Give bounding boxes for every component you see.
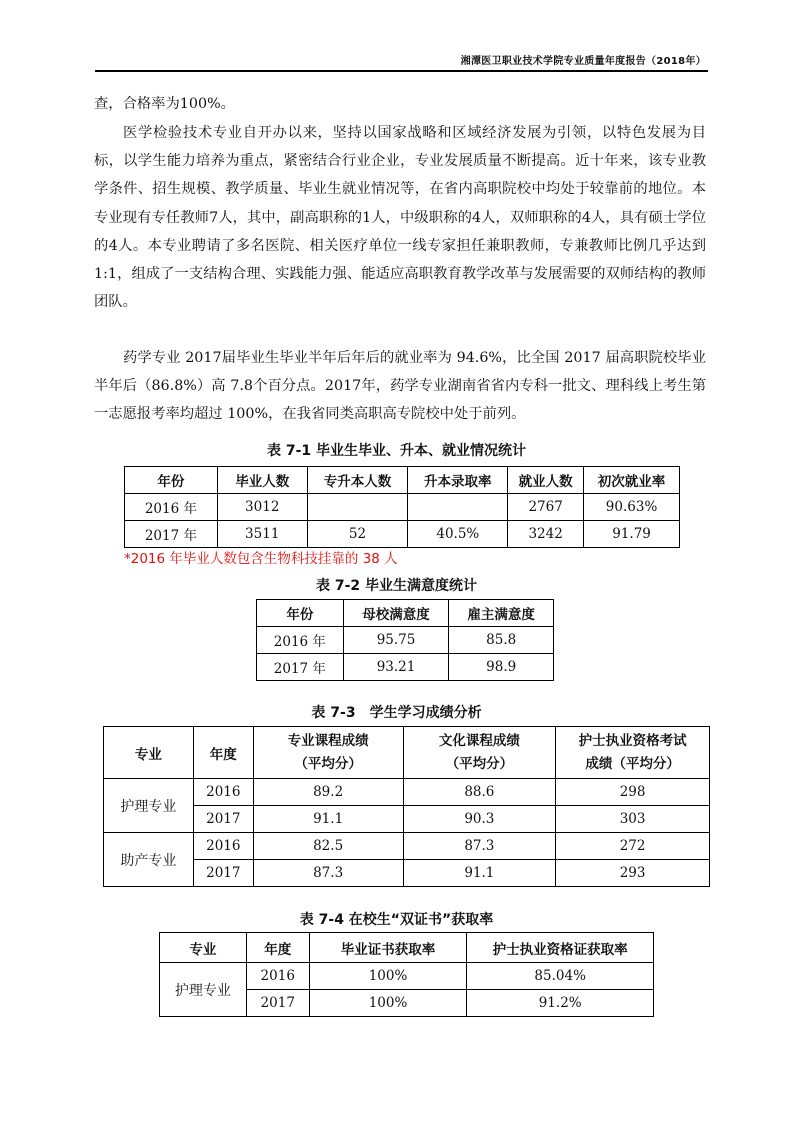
cell-nurse-cert-rate: 85.04%	[467, 963, 654, 990]
header-employment-rate: 初次就业率	[584, 467, 680, 494]
header-culture-score	[403, 727, 556, 779]
header-course-score-line2: （平均分）	[294, 755, 362, 772]
header-culture-score-line2: （平均分）	[445, 755, 514, 772]
cell-school-satisfaction: 95.75	[343, 627, 449, 654]
header-nurse-exam-score	[556, 727, 710, 779]
academic-scores-table	[103, 726, 710, 887]
cell-school-satisfaction: 93.21	[343, 654, 449, 681]
header-year: 年份	[125, 467, 218, 494]
header-upgrade-rate: 升本录取率	[408, 467, 508, 494]
cell-employer-satisfaction: 98.9	[449, 654, 554, 681]
cell-culture-score: 91.1	[403, 860, 556, 887]
header-nurse-cert-rate: 护士执业资格证获取率	[467, 933, 654, 963]
cell-graduates: 3511	[217, 521, 307, 548]
table-row	[257, 654, 554, 681]
paragraph-pharmacy: 药学专业 2017届毕业生毕业半年后年后的就业率为 94.6%，比全国 2017 届高职院校毕业半年后（86.8%）高 7.8个百分点。2017年，药学专业湖南省省内专科一批文、理科线上考生第一志愿报考率均超过 100%，在我省同类高职高专院校中处于前列。	[94, 350, 706, 423]
cell-course-score: 91.1	[253, 806, 403, 833]
header-diploma-rate: 毕业证书获取率	[309, 933, 467, 963]
cell-exam-score: 303	[556, 806, 710, 833]
cell-year: 2017	[246, 990, 309, 1017]
header-culture-score-line1: 文化课程成绩	[438, 732, 520, 749]
graduate-employment-table	[124, 466, 680, 548]
table-row	[125, 521, 680, 548]
cell-culture-score: 90.3	[403, 806, 556, 833]
cell-year: 2017	[193, 806, 253, 833]
cell-exam-score: 272	[556, 833, 710, 860]
table2-caption: 表 7-2 毕业生满意度统计	[315, 578, 478, 594]
cell-employment-rate: 90.63%	[584, 494, 680, 521]
header-nurse-exam-line1: 护士执业资格考试	[578, 732, 687, 749]
header-graduates: 毕业人数	[217, 467, 307, 494]
header-course-score	[253, 727, 403, 779]
cell-employed: 2767	[508, 494, 584, 521]
cell-course-score: 87.3	[253, 860, 403, 887]
cell-year: 2016 年	[125, 494, 218, 521]
table3-caption: 表 7-3 学生学习成绩分析	[311, 705, 482, 721]
cell-year: 2016	[193, 833, 253, 860]
cell-upgrade-rate: 40.5%	[408, 521, 508, 548]
cell-major-midwifery: 助产专业	[104, 833, 194, 887]
table-row	[104, 806, 710, 833]
header-upgrade-count: 专升本人数	[307, 467, 408, 494]
header-major: 专业	[160, 933, 247, 963]
table-row	[257, 627, 554, 654]
cell-upgrade-rate	[408, 494, 508, 521]
cell-exam-score: 293	[556, 860, 710, 887]
cell-graduates: 3012	[217, 494, 307, 521]
cell-diploma-rate: 100%	[309, 990, 467, 1017]
cell-year: 2016	[193, 779, 253, 806]
dual-certificate-table	[159, 932, 654, 1017]
satisfaction-table	[256, 599, 554, 681]
table-row	[104, 860, 710, 887]
header-nurse-exam-line2: 成绩（平均分）	[585, 755, 680, 772]
cell-upgrade-count	[307, 494, 408, 521]
cell-major-nursing: 护理专业	[104, 779, 194, 833]
table4-caption: 表 7-4 在校生“双证书”获取率	[299, 912, 494, 928]
cell-year: 2016 年	[257, 627, 344, 654]
header-year: 年度	[193, 727, 253, 779]
table1-caption: 表 7-1 毕业生毕业、升本、就业情况统计	[266, 443, 527, 459]
page-header: 湘潭医卫职业技术学院专业质量年度报告（2018年）	[460, 56, 706, 67]
paragraph-continuation: 查，合格率为100%。	[94, 96, 235, 112]
cell-nurse-cert-rate: 91.2%	[467, 990, 654, 1017]
table-row	[160, 963, 654, 990]
cell-year: 2017 年	[257, 654, 344, 681]
cell-employment-rate: 91.79	[584, 521, 680, 548]
cell-exam-score: 298	[556, 779, 710, 806]
cell-course-score: 82.5	[253, 833, 403, 860]
paragraph-medical-lab: 医学检验技术专业自开办以来，坚持以国家战略和区域经济发展为引领，以特色发展为目标，以学生能力培养为重点，紧密结合行业企业，专业发展质量不断提高。近十年来，该专业教学条件、招生规模、教学质量、毕业生就业情况等，在省内高职院校中均处于较靠前的地位。本专业现有专任教师7人，其中，副高职称的1人，中级职称的4人，双师职称的4人，具有硕士学位的4人。本专业聘请了多名医院、相关医疗单位一线专家担任兼职教师，专兼教师比例几乎达到1:1，组成了一支结构合理、实践能力强、能适应高职教育教学改革与发展需要的双师结构的教师团队。	[94, 125, 706, 311]
cell-major-nursing: 护理专业	[160, 963, 247, 1017]
header-employed: 就业人数	[508, 467, 584, 494]
header-employer-satisfaction: 雇主满意度	[449, 600, 554, 627]
header-major: 专业	[104, 727, 194, 779]
table-row	[104, 779, 710, 806]
cell-diploma-rate: 100%	[309, 963, 467, 990]
cell-year: 2017	[193, 860, 253, 887]
cell-employed: 3242	[508, 521, 584, 548]
cell-culture-score: 88.6	[403, 779, 556, 806]
cell-employer-satisfaction: 85.8	[449, 627, 554, 654]
header-year: 年份	[257, 600, 344, 627]
table-row	[125, 494, 680, 521]
cell-upgrade-count: 52	[307, 521, 408, 548]
table1-footnote: *2016 年毕业人数包含生物科技挂靠的 38 人	[124, 551, 398, 567]
header-school-satisfaction: 母校满意度	[343, 600, 449, 627]
cell-culture-score: 87.3	[403, 833, 556, 860]
table-row	[104, 833, 710, 860]
cell-course-score: 89.2	[253, 779, 403, 806]
header-year: 年度	[246, 933, 309, 963]
cell-year: 2017 年	[125, 521, 218, 548]
header-rule	[95, 70, 708, 72]
header-course-score-line1: 专业课程成绩	[287, 732, 369, 749]
cell-year: 2016	[246, 963, 309, 990]
